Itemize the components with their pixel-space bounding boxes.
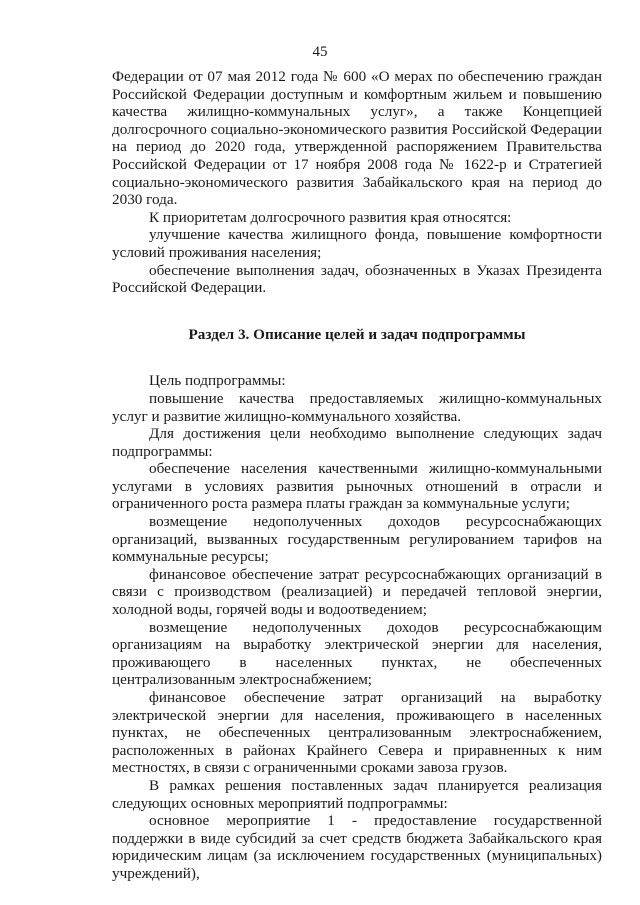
paragraph: К приоритетам долгосрочного развития края относятся: xyxy=(149,208,512,226)
paragraph: обеспечение выполнения задач, обозначенных в Указах Президента Российской Федерации. xyxy=(112,261,602,297)
paragraph: Для достижения цели необходимо выполнение следующих задач подпрограммы: xyxy=(112,425,602,460)
paragraph: возмещение недополученных доходов ресурсоснабжающим организациям на выработку электрической энергии для населения, проживающего в населенных пунктах, не обеспеченных централизованным электроснабжением; xyxy=(112,618,602,689)
paragraph: возмещение недополученных доходов ресурсоснабжающих организаций, вызванных государственным регулированием тарифов на коммунальные ресурсы; xyxy=(112,513,602,566)
paragraph: финансовое обеспечение затрат ресурсоснабжающих организаций в связи с производством (реализацией) и передачей тепловой энергии, холодной воды, горячей воды и водоотведением; xyxy=(112,565,602,619)
paragraph: В рамках решения поставленных задач планируется реализация следующих основных мероприятий подпрограммы: xyxy=(112,776,602,812)
goals-paragraphs xyxy=(112,372,602,882)
paragraph: обеспечение населения качественными жилищно-коммунальными услугами в условиях развития рыночных отношений в отрасли и ограниченного роста размера платы граждан за коммунальные услуги; xyxy=(112,460,602,513)
page-body xyxy=(112,68,602,883)
paragraph: улучшение качества жилищного фонда, повышение комфортности условий проживания населения; xyxy=(112,226,602,261)
page-number: 45 xyxy=(312,44,328,60)
section-heading: Раздел 3. Описание целей и задач подпрограммы xyxy=(188,325,526,343)
paragraph: финансовое обеспечение затрат организаций на выработку электрической энергии для населения, проживающего в населенных пунктах, не обеспеченных централизованным электроснабжением, расположенных в районах Крайнего Севера и приравненных к ним местностях, в связи с ограниченными сроками завоза грузов. xyxy=(112,689,602,777)
paragraph: основное мероприятие 1 - предоставление государственной поддержки в виде субсидий за счет средств бюджета Забайкальского края юридическим лицам (за исключением государственных (муниципальных) учреждений), xyxy=(112,812,602,882)
intro-paragraphs xyxy=(112,68,602,297)
paragraph: Федерации от 07 мая 2012 года № 600 «О мерах по обеспечению граждан Российской Федерации доступным и комфортным жильем и повышению качества жилищно-коммунальных услуг», а также Концепцией долгосрочного социально-экономического развития Российской Федерации на период до 2020 года, утвержденной распоряжением Правительства Российской Федерации от 17 ноября 2008 года № 1622-р и Стратегией социально-экономического развития Забайкальского края на период до 2030 года. xyxy=(112,68,602,209)
paragraph: Цель подпрограммы: xyxy=(149,372,286,390)
paragraph: повышение качества предоставляемых жилищно-коммунальных услуг и развитие жилищно-коммунального хозяйства. xyxy=(112,389,602,425)
